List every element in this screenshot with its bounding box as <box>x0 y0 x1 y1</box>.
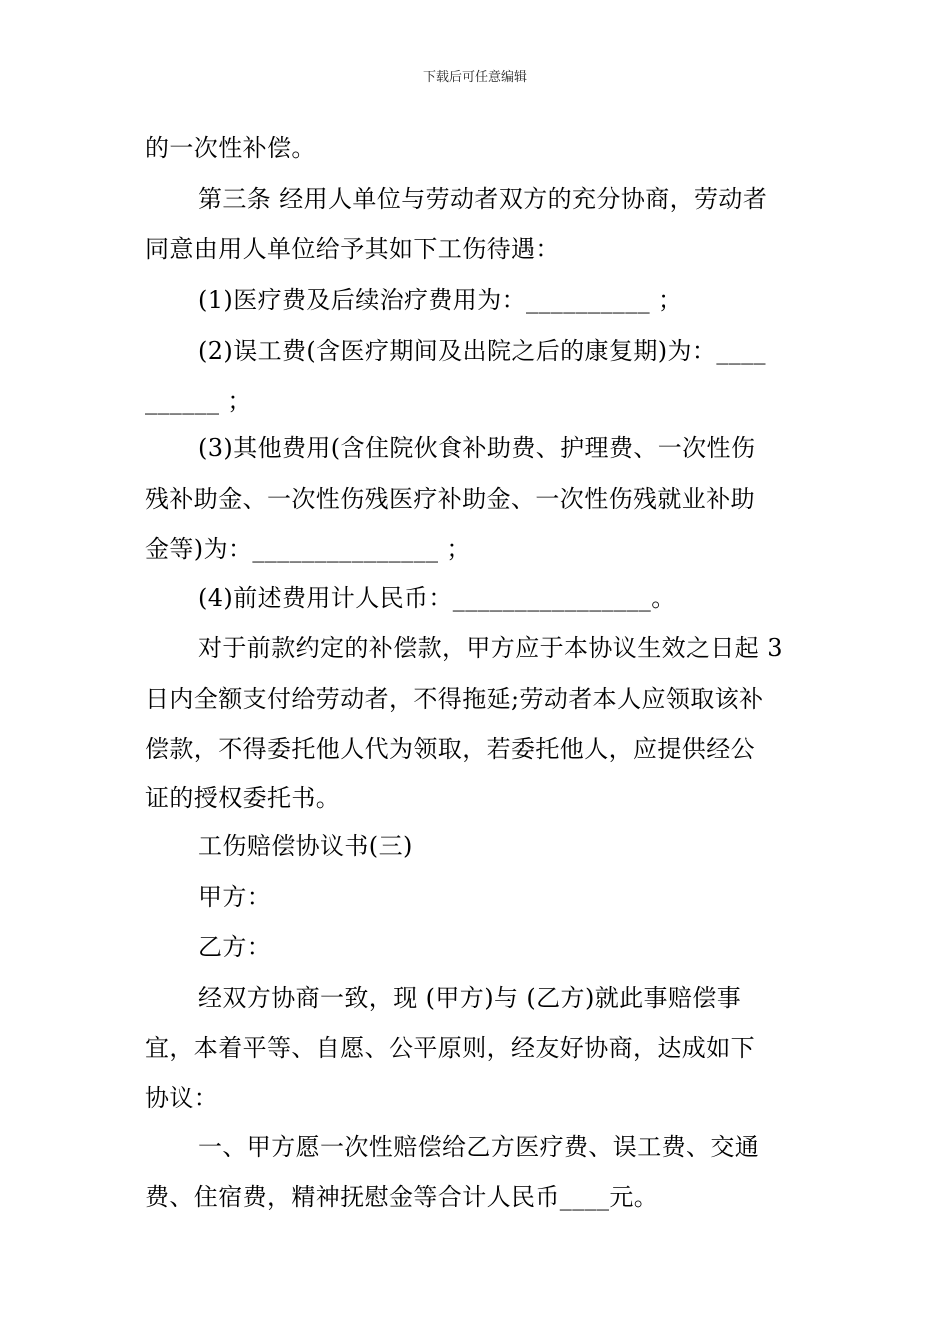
paragraph-line: 费、住宿费，精神抚慰金等合计人民币____元。 <box>145 1183 659 1211</box>
paragraph-line: ______ ； <box>145 387 252 415</box>
paragraph-line: 偿款，不得委托他人代为领取，若委托他人，应提供经公 <box>145 735 755 763</box>
section-title: 工伤赔偿协议书(三) <box>198 832 413 860</box>
paragraph-line: 第三条 经用人单位与劳动者双方的充分协商，劳动者 <box>198 185 768 213</box>
paragraph-line: 同意由用人单位给予其如下工伤待遇： <box>145 235 560 263</box>
paragraph-line: 金等)为：_______________ ； <box>145 535 471 563</box>
paragraph-line: 的一次性补偿。 <box>145 134 316 162</box>
paragraph-line: 经双方协商一致，现 (甲方)与 (乙方)就此事赔偿事 <box>198 984 742 1012</box>
paragraph-line: 一、甲方愿一次性赔偿给乙方医疗费、误工费、交通 <box>198 1133 760 1161</box>
paragraph-line: 协议： <box>145 1084 219 1112</box>
party-a-label: 甲方： <box>198 883 272 911</box>
paragraph-line: (4)前述费用计人民币：________________。 <box>198 584 676 612</box>
paragraph-line: 证的授权委托书。 <box>145 784 341 812</box>
paragraph-line: 残补助金、一次性伤残医疗补助金、一次性伤残就业补助 <box>145 485 755 513</box>
paragraph-line: (3)其他费用(含住院伙食补助费、护理费、一次性伤 <box>198 434 756 462</box>
paragraph-line: 对于前款约定的补偿款，甲方应于本协议生效之日起 3 <box>198 634 783 662</box>
page-header: 下载后可任意编辑 <box>422 70 527 85</box>
party-b-label: 乙方： <box>198 933 272 961</box>
paragraph-line: (1)医疗费及后续治疗费用为：__________ ； <box>198 286 683 314</box>
paragraph-line: 宜，本着平等、自愿、公平原则，经友好协商，达成如下 <box>145 1034 755 1062</box>
paragraph-line: (2)误工费(含医疗期间及出院之后的康复期)为：____ <box>198 337 766 365</box>
paragraph-line: 日内全额支付给劳动者，不得拖延;劳动者本人应领取该补 <box>145 685 764 713</box>
